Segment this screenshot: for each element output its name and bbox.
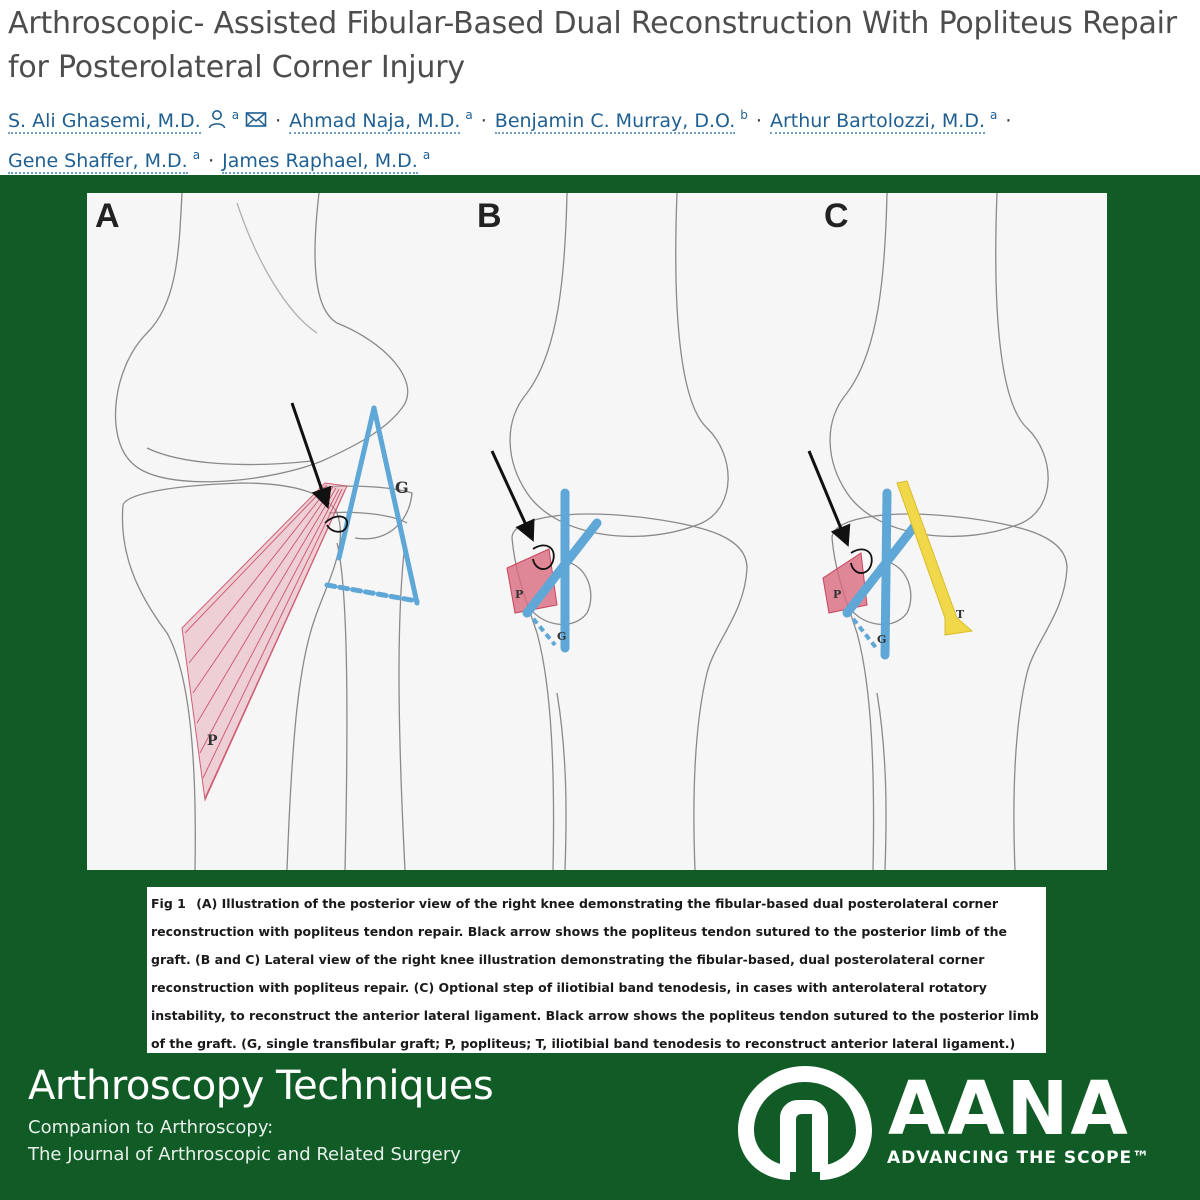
author-1 — [8, 110, 267, 132]
author-1-link[interactable]: S. Ali Ghasemi, M.D. — [8, 110, 201, 132]
author-4-link[interactable]: Arthur Bartolozzi, M.D. — [769, 110, 986, 132]
author-4-affiliation: a — [990, 108, 998, 122]
graft-label-c: G — [877, 633, 887, 646]
journal-subtitle-2: The Journal of Arthroscopic and Related Surgery — [28, 1144, 461, 1165]
panel-label-b: B — [477, 197, 502, 235]
publisher-tagline: ADVANCING THE SCOPE™ — [887, 1148, 1151, 1168]
article-header — [0, 0, 1200, 175]
popliteus-label-b: P — [515, 588, 524, 601]
author-2-affiliation: a — [465, 108, 473, 122]
author-4 — [770, 110, 997, 132]
panel-label-c: C — [824, 197, 849, 235]
author-1-affiliation: a — [231, 108, 240, 122]
arrow-a — [292, 403, 327, 505]
author-2 — [289, 110, 473, 132]
author-6 — [222, 150, 430, 172]
article-title: Arthroscopic- Assisted Fibular-Based Dual Reconstruction With Popliteus Repair for Posterolateral Corner Injury — [8, 6, 1177, 85]
author-3 — [495, 110, 748, 132]
graft-label-b: G — [557, 630, 567, 643]
journal-name: Arthroscopy Techniques — [28, 1063, 494, 1109]
author-separator: · — [755, 110, 762, 132]
graft-label-a: G — [395, 478, 409, 497]
figure-caption — [147, 887, 1046, 1053]
author-5-link[interactable]: Gene Shaffer, M.D. — [8, 150, 188, 172]
caption-text: (A) Illustration of the posterior view of the right knee demonstrating the fibular-based dual posterolateral corner reconstruction with popliteus tendon repair. Black arrow shows the popliteus tendon sutured to the posterior limb of the graft. (B and C) Lateral view of the right knee illustration demonstrating the fibular-based, dual posterolateral corner reconstruction with popliteus repair. (C) Optional step of iliotibial band tenodesis, in cases with anterolateral rotatory instability, to reconstruct the anterior lateral ligament. Black arrow shows the popliteus tendon sutured to the posterior limb of the graft. (G, single transfibular graft; P, popliteus; T, iliotibial band tenodesis to reconstruct anterior lateral ligament.) — [151, 896, 1039, 1051]
author-3-link[interactable]: Benjamin C. Murray, D.O. — [494, 110, 736, 132]
publisher-wordmark: AANA — [888, 1066, 1130, 1152]
aana-logo — [730, 1058, 1190, 1188]
journal-subtitle: Companion to Arthroscopy: — [28, 1117, 274, 1138]
author-5-affiliation: a — [192, 148, 201, 162]
author-list — [8, 102, 1198, 182]
figure-overlays — [87, 193, 1107, 870]
caption-label: Fig 1 — [151, 896, 186, 911]
author-6-affiliation: a — [422, 148, 431, 162]
popliteus-label-a: P — [207, 733, 218, 749]
aana-mark-icon — [730, 1060, 880, 1185]
author-separator: · — [208, 150, 215, 172]
author-6-link[interactable]: James Raphael, M.D. — [222, 150, 418, 172]
tenodesis-label-c: T — [956, 608, 965, 621]
author-separator: · — [1005, 110, 1012, 132]
arrow-b — [492, 451, 532, 538]
author-5 — [8, 150, 200, 172]
arrow-c — [809, 451, 847, 543]
popliteus-label-c: P — [833, 588, 842, 601]
arrow-layer — [87, 193, 1107, 870]
author-2-link[interactable]: Ahmad Naja, M.D. — [289, 110, 461, 132]
person-icon[interactable] — [207, 104, 227, 142]
author-separator: · — [480, 110, 487, 132]
journal-branding — [28, 1058, 728, 1168]
panel-label-a: A — [95, 197, 120, 235]
author-separator: · — [275, 110, 282, 132]
author-3-affiliation: b — [740, 108, 748, 122]
mail-icon[interactable] — [245, 104, 267, 142]
